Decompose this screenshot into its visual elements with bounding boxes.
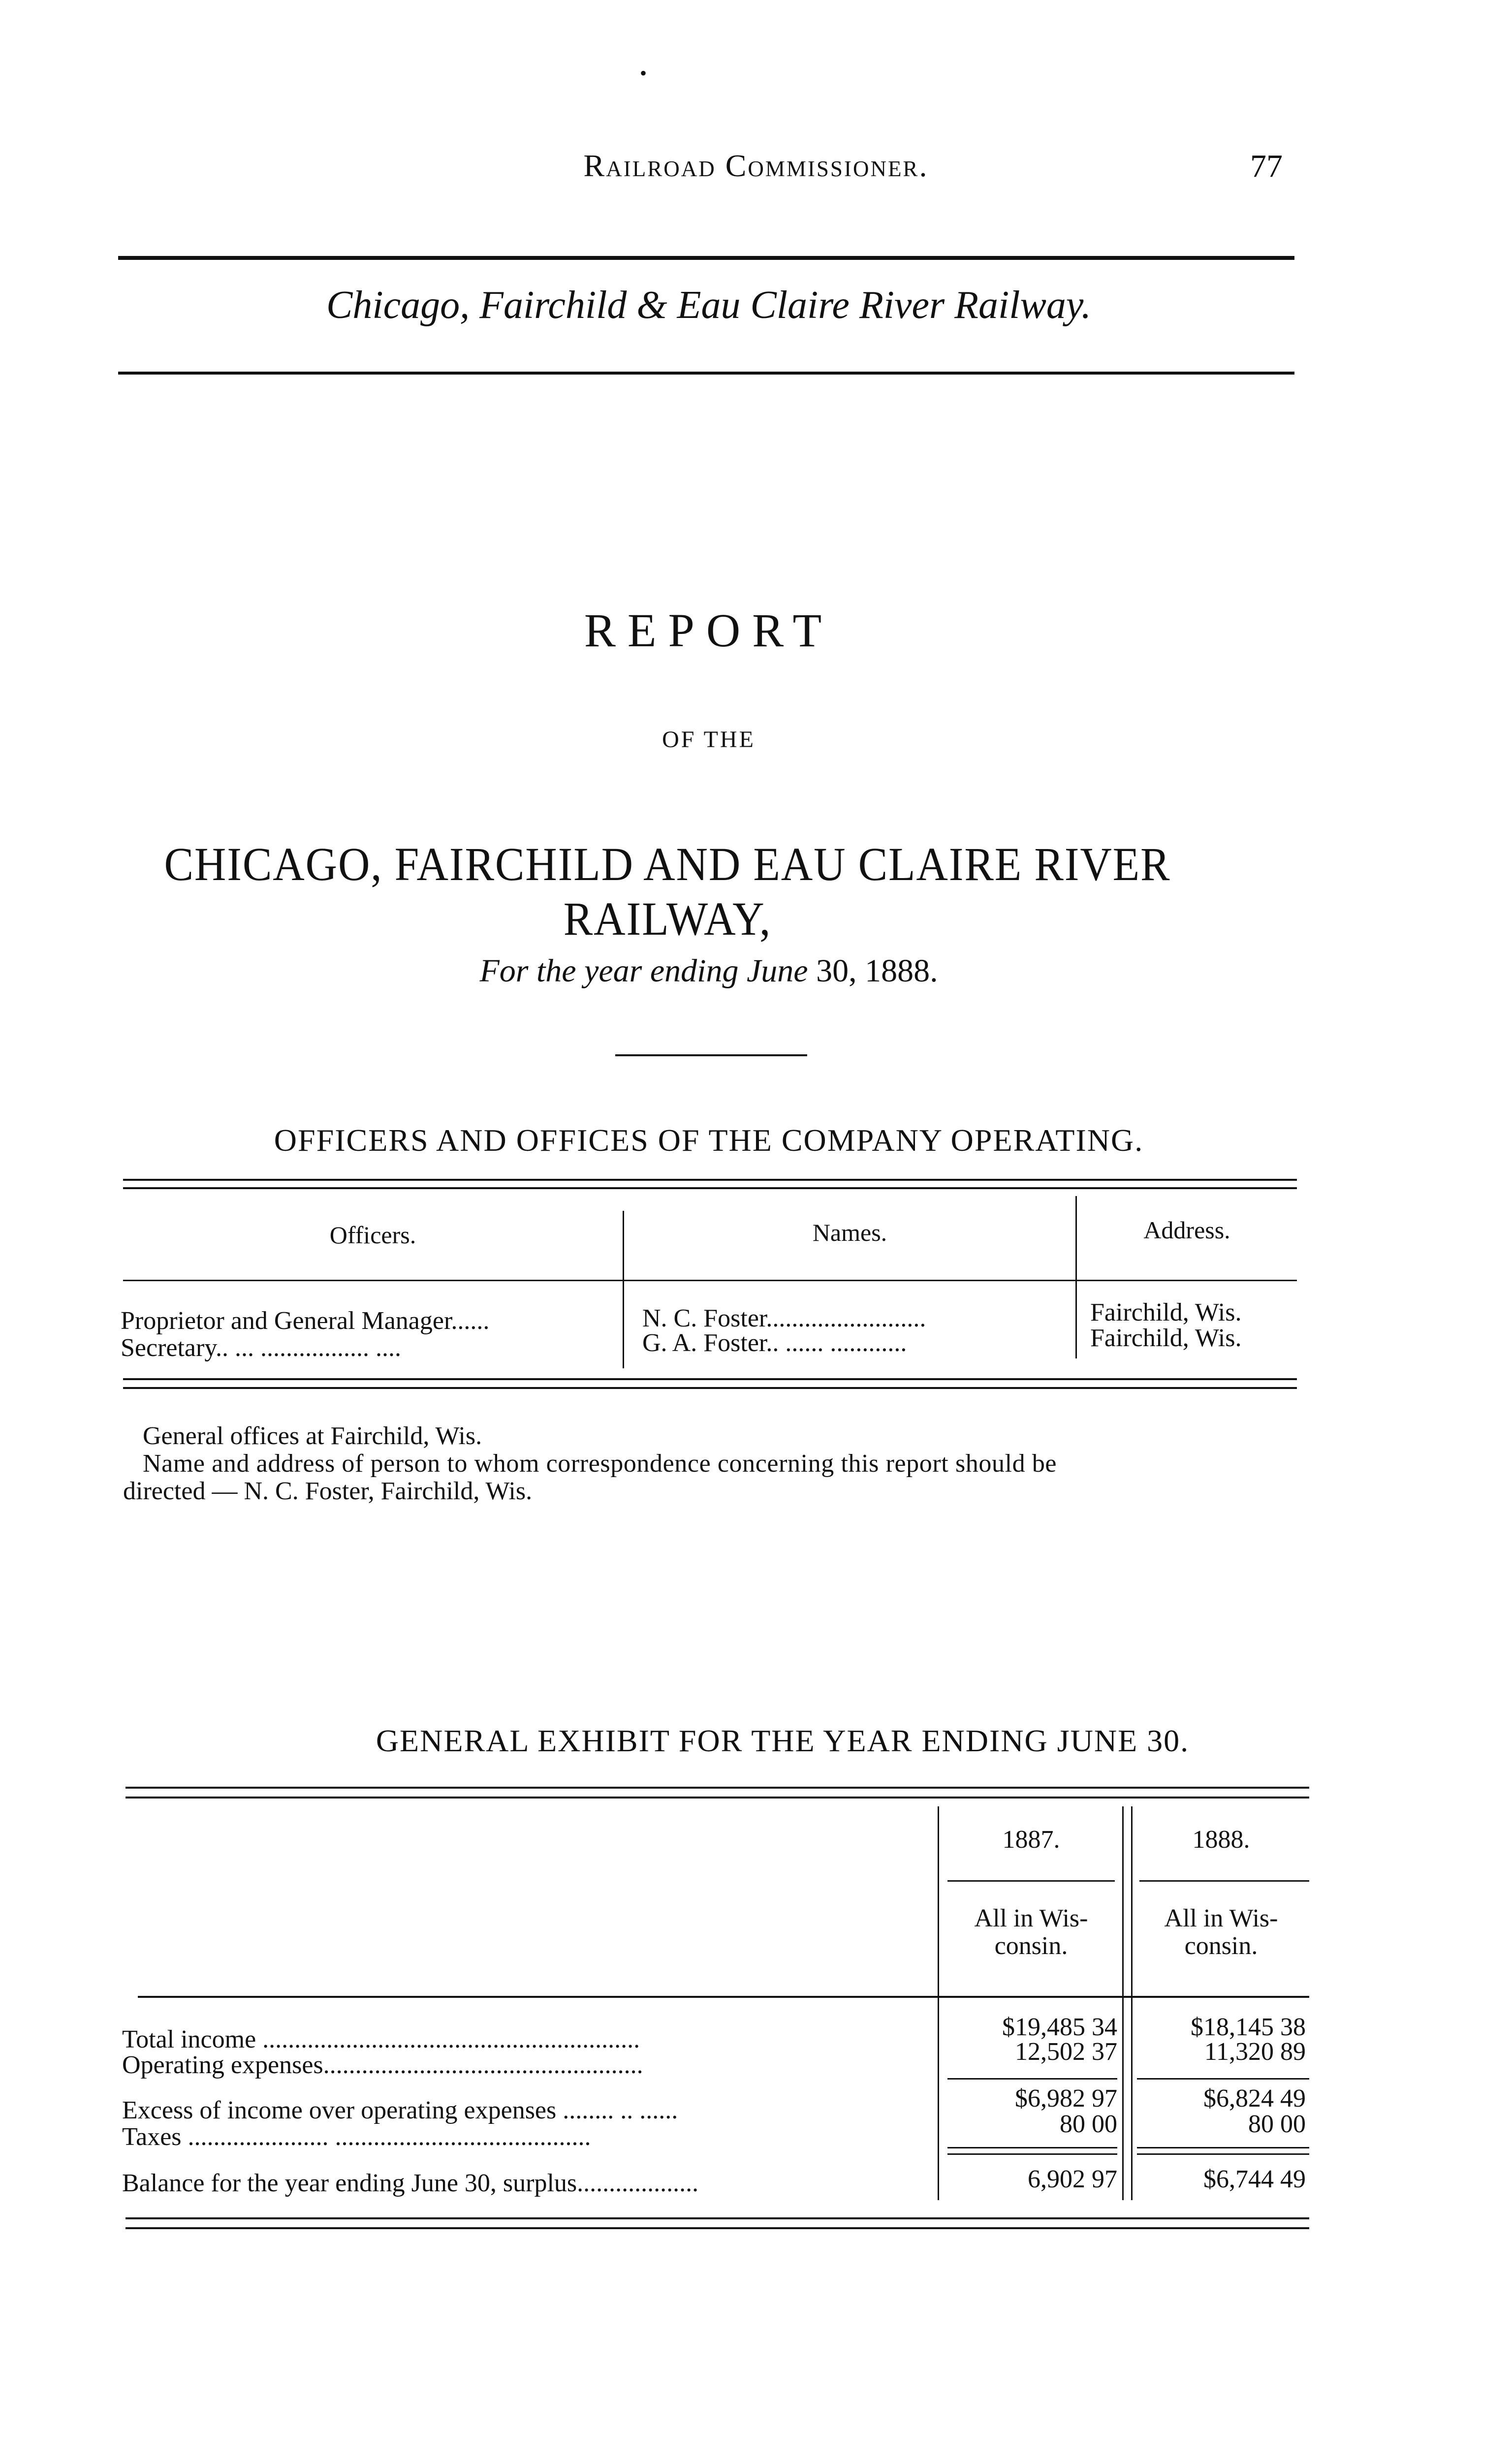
- exhibit-col-divider-2a: [1122, 1806, 1124, 2200]
- officers-header-rule: [123, 1280, 1297, 1281]
- exhibit-value-1887: 6,902 97: [1028, 2165, 1117, 2193]
- report-of-the: OF THE: [662, 726, 756, 753]
- officer-address: Fairchild, Wis.: [1090, 1298, 1242, 1326]
- officers-table-top-rule: [123, 1179, 1297, 1181]
- exhibit-row-label: Operating expenses..................................................: [122, 2051, 643, 2079]
- short-divider: [615, 1054, 807, 1056]
- officers-col-address: Address.: [1143, 1216, 1230, 1244]
- officers-section-title: OFFICERS AND OFFICES OF THE COMPANY OPERATING.: [274, 1123, 1144, 1158]
- year-suffix: 30, 1888.: [808, 953, 938, 989]
- exhibit-year-1887: 1887.: [1002, 1826, 1060, 1854]
- exhibit-value-1888: $6,744 49: [1203, 2165, 1306, 2193]
- note-general-offices: General offices at Fairchild, Wis.: [143, 1422, 482, 1450]
- exhibit-value-1888: $6,824 49: [1203, 2084, 1306, 2113]
- exhibit-balance-rule-1887: [947, 2147, 1117, 2148]
- exhibit-row-label: Total income ...........................................................: [122, 2025, 640, 2053]
- note-directed: directed — N. C. Foster, Fairchild, Wis.: [123, 1477, 533, 1505]
- exhibit-value-1887: 80 00: [1060, 2110, 1117, 2138]
- subhead-line: All in Wis-: [1164, 1904, 1278, 1932]
- exhibit-row-label: Excess of income over operating expenses ........ .. ......: [122, 2096, 678, 2124]
- exhibit-section-title: GENERAL EXHIBIT FOR THE YEAR ENDING JUNE 30.: [376, 1723, 1190, 1758]
- page-number: 77: [1250, 148, 1283, 184]
- exhibit-value-1888: 11,320 89: [1204, 2038, 1306, 2066]
- exhibit-table-bottom-rule-2: [126, 2227, 1309, 2229]
- officers-table-bottom-rule: [123, 1378, 1297, 1380]
- notes: [123, 1422, 1304, 1505]
- exhibit-row-label: Balance for the year ending June 30, surplus...................: [122, 2169, 699, 2197]
- exhibit-value-1887: $19,485 34: [1002, 2013, 1117, 2041]
- officer-name: N. C. Foster.........................: [642, 1304, 926, 1332]
- exhibit-value-1888: 80 00: [1248, 2110, 1306, 2138]
- exhibit-subtotal-rule-1888: [1137, 2078, 1309, 2080]
- railway-title: Chicago, Fairchild & Eau Claire River Railway.: [326, 284, 1091, 327]
- exhibit-table-bottom-rule: [126, 2217, 1309, 2219]
- exhibit-balance-rule-1887b: [947, 2153, 1117, 2155]
- company-name: CHICAGO, FAIRCHILD AND EAU CLAIRE RIVER RAILWAY,: [164, 838, 1171, 945]
- exhibit-value-1887: 12,502 37: [1015, 2038, 1117, 2066]
- exhibit-year-rule-1888: [1139, 1880, 1309, 1882]
- note-correspondence: Name and address of person to whom correspondence concerning this report should be: [143, 1450, 1057, 1478]
- officer-title: Secretary.. ... ................. ....: [121, 1334, 401, 1362]
- exhibit-table-top-rule-2: [126, 1797, 1309, 1798]
- officers-col-names: Names.: [812, 1219, 887, 1246]
- subhead-line: consin.: [1184, 1932, 1258, 1960]
- exhibit-col-divider-1: [938, 1806, 939, 2200]
- exhibit-balance-rule-1888b: [1137, 2153, 1309, 2155]
- officer-name: G. A. Foster.. ...... ............: [642, 1329, 907, 1357]
- officer-title: Proprietor and General Manager......: [121, 1307, 490, 1335]
- exhibit-row-label: Taxes ...................... ........................................: [122, 2123, 591, 2151]
- header-rule-bottom: [118, 372, 1294, 375]
- exhibit-subtotal-rule-1887: [947, 2078, 1117, 2080]
- exhibit-value-1887: $6,982 97: [1015, 2084, 1117, 2113]
- exhibit-table-top-rule: [126, 1787, 1309, 1789]
- officer-address: Fairchild, Wis.: [1090, 1324, 1242, 1352]
- exhibit-header-rule: [138, 1996, 1309, 1998]
- report-year-line: [0, 952, 1418, 990]
- exhibit-subhead-1887: [940, 1905, 1122, 1960]
- officers-table-bottom-rule-2: [123, 1387, 1297, 1389]
- exhibit-year-1888: 1888.: [1192, 1826, 1250, 1854]
- report-title: REPORT: [584, 604, 834, 657]
- year-prefix: For the year ending June: [479, 953, 808, 989]
- exhibit-year-rule-1887: [947, 1880, 1115, 1882]
- officers-table-top-rule-2: [123, 1187, 1297, 1189]
- ink-speck: •: [640, 62, 647, 84]
- running-title: Railroad Commissioner.: [583, 148, 929, 183]
- exhibit-col-divider-2b: [1131, 1806, 1133, 2200]
- exhibit-balance-rule-1888: [1137, 2147, 1309, 2148]
- exhibit-value-1888: $18,145 38: [1191, 2013, 1306, 2041]
- subhead-line: consin.: [994, 1932, 1068, 1960]
- officers-col-officers: Officers.: [329, 1221, 416, 1249]
- subhead-line: All in Wis-: [974, 1904, 1088, 1932]
- header-rule-top: [118, 256, 1294, 260]
- exhibit-subhead-1888: [1133, 1905, 1309, 1960]
